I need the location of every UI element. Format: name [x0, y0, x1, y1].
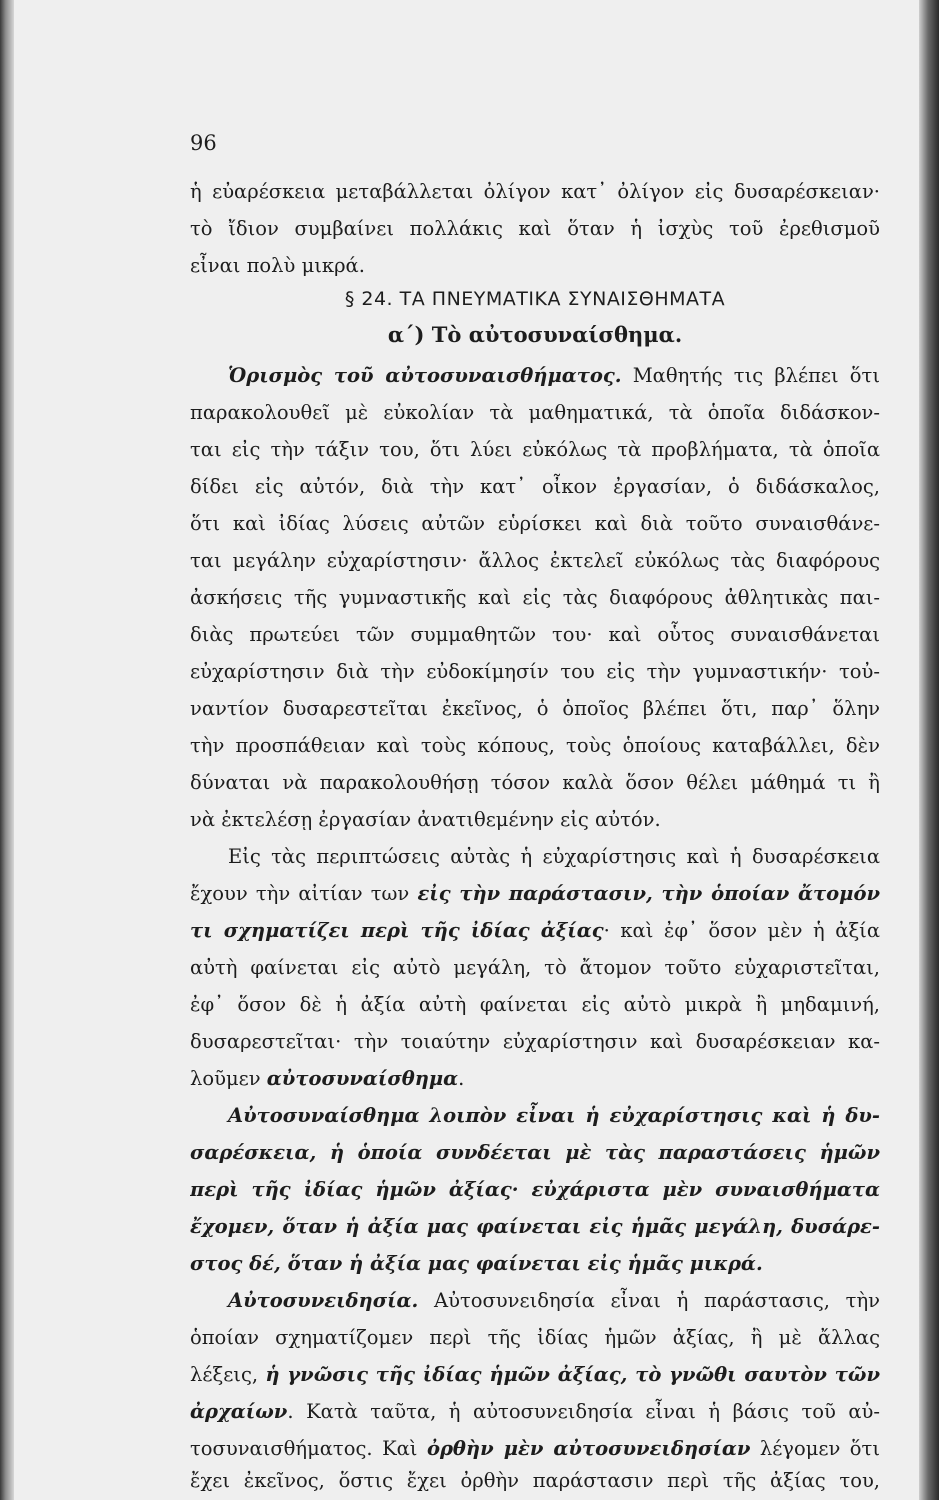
- definition-line: περὶ τῆς ἰδίας ἡμῶν ἀξίας· εὐχάριστα μὲν συναισθήματα: [190, 1178, 880, 1201]
- text-line: δίδει εἰς αὐτόν, διὰ τὴν κατ᾽ οἶκον ἐργασίαν, ὁ διδάσκαλος,: [190, 475, 880, 498]
- text-line: διὰς πρωτεύει τῶν συμμαθητῶν του· καὶ οὗτος συναισθάνεται: [190, 623, 880, 646]
- text-line: ὅτι καὶ ἰδίας λύσεις αὐτῶν εὑρίσκει καὶ διὰ τοῦτο συναισθάνε-: [190, 512, 880, 535]
- text-line: Εἰς τὰς περιπτώσεις αὐτὰς ἡ εὐχαρίστησις καὶ ἡ δυσαρέσκεια: [228, 845, 880, 868]
- text-line: εἶναι πολὺ μικρά.: [190, 254, 365, 277]
- page-number: 96: [190, 131, 217, 155]
- text-line: δύναται νὰ παρακολουθήσῃ τόσον καλὰ ὅσον θέλει μάθημά τι ἢ: [190, 771, 880, 794]
- text-line: νὰ ἐκτελέσῃ ἐργασίαν ἀνατιθεμένην εἰς αὐτόν.: [190, 808, 661, 831]
- definition-line: σαρέσκεια, ἡ ὁποία συνδέεται μὲ τὰς παραστάσεις ἡμῶν: [190, 1141, 880, 1164]
- section-heading: § 24. ΤΑ ΠΝΕΥΜΑΤΙΚΑ ΣΥΝΑΙΣΘΗΜΑΤΑ: [344, 288, 726, 310]
- paragraph-lead: Ὁρισμὸς τοῦ αὐτοσυναισθήματος.: [228, 364, 622, 387]
- text-line: ἀσκήσεις τῆς γυμναστικῆς καὶ εἰς τὰς διαφόρους ἀθλητικὰς παι-: [190, 586, 880, 609]
- text-line: ται μεγάλην εὐχαρίστησιν· ἄλλος ἐκτελεῖ εὐκόλως τὰς διαφόρους: [190, 549, 880, 572]
- definition-line: ἔχομεν, ὅταν ἡ ἀξία μας φαίνεται εἰς ἡμᾶς μεγάλη, δυσάρε-: [190, 1215, 880, 1238]
- text-line: παρακολουθεῖ μὲ εὐκολίαν τὰ μαθηματικά, τὰ ὁποῖα διδάσκον-: [190, 401, 880, 424]
- text-line: λέξεις, ἡ γνῶσις τῆς ἰδίας ἡμῶν ἀξίας, τὸ γνῶθι σαυτὸν τῶν: [190, 1363, 880, 1386]
- text-line: λοῦμεν αὐτοσυναίσθημα.: [190, 1067, 465, 1090]
- text-line: ἐφ᾽ ὅσον δὲ ἡ ἀξία αὐτὴ φαίνεται εἰς αὐτὸ μικρὰ ἢ μηδαμινή,: [190, 993, 880, 1016]
- page-edge-shadow: [919, 0, 939, 1500]
- text-line: τι σχηματίζει περὶ τῆς ἰδίας ἀξίας· καὶ ἐφ᾽ ὅσον μὲν ἡ ἀξία: [190, 919, 880, 942]
- text-line: δυσαρεστεῖται· τὴν τοιαύτην εὐχαρίστησιν καὶ δυσαρέσκειαν κα-: [190, 1030, 880, 1053]
- text-line: ὁποίαν σχηματίζομεν περὶ τῆς ἰδίας ἡμῶν ἀξίας, ἢ μὲ ἄλλας: [190, 1326, 880, 1349]
- paragraph-lead: Αὐτοσυνειδησία.: [228, 1289, 419, 1312]
- text-line: εὐχαρίστησιν διὰ τὴν εὐδοκίμησίν του εἰς τὴν γυμναστικήν· τοὐ-: [190, 660, 880, 683]
- definition-line: Αὐτοσυναίσθημα λοιπὸν εἶναι ἡ εὐχαρίστησις καὶ ἡ δυ-: [228, 1104, 880, 1127]
- text-line: ται εἰς τὴν τάξιν του, ὅτι λύει εὐκόλως τὰ προβλήματα, τὰ ὁποῖα: [190, 438, 880, 461]
- text-line: ἔχει ἐκεῖνος, ὅστις ἔχει ὀρθὴν παράστασιν περὶ τῆς ἀξίας του,: [190, 1469, 880, 1492]
- text-line: τοσυναισθήματος. Καὶ ὀρθὴν μὲν αὐτοσυνειδησίαν λέγομεν ὅτι: [190, 1437, 880, 1460]
- text-line: ἡ εὐαρέσκεια μεταβάλλεται ὀλίγον κατ᾽ ὀλίγον εἰς δυσαρέσκειαν·: [190, 180, 880, 203]
- text-line: ἔχουν τὴν αἰτίαν των εἰς τὴν παράστασιν, τὴν ὁποίαν ἄτομόν: [190, 882, 880, 905]
- text-line: αὐτὴ φαίνεται εἰς αὐτὸ μεγάλη, τὸ ἄτομον τοῦτο εὐχαριστεῖται,: [190, 956, 880, 979]
- text-line: Αὐτοσυνειδησία. Αὐτοσυνειδησία εἶναι ἡ παράστασις, τὴν: [228, 1289, 880, 1312]
- text-line: τὸ ἴδιον συμβαίνει πολλάκις καὶ ὅταν ἡ ἰσχὺς τοῦ ἐρεθισμοῦ: [190, 217, 880, 240]
- definition-line: στος δέ, ὅταν ἡ ἀξία μας φαίνεται εἰς ἡμᾶς μικρά.: [190, 1252, 763, 1275]
- subheading: α΄) Τὸ αὐτοσυναίσθημα.: [387, 322, 683, 347]
- text-line: ναντίον δυσαρεστεῖται ἐκεῖνος, ὁ ὁποῖος βλέπει ὅτι, παρ᾽ ὅλην: [190, 697, 880, 720]
- text-line: τὴν προσπάθειαν καὶ τοὺς κόπους, τοὺς ὁποίους καταβάλλει, δὲν: [190, 734, 880, 757]
- book-gutter-shadow: [0, 0, 14, 1500]
- text-line: ἀρχαίων. Κατὰ ταῦτα, ἡ αὐτοσυνειδησία εἶναι ἡ βάσις τοῦ αὐ-: [190, 1400, 880, 1423]
- text-line: Ὁρισμὸς τοῦ αὐτοσυναισθήματος. Μαθητής τις βλέπει ὅτι: [228, 364, 880, 387]
